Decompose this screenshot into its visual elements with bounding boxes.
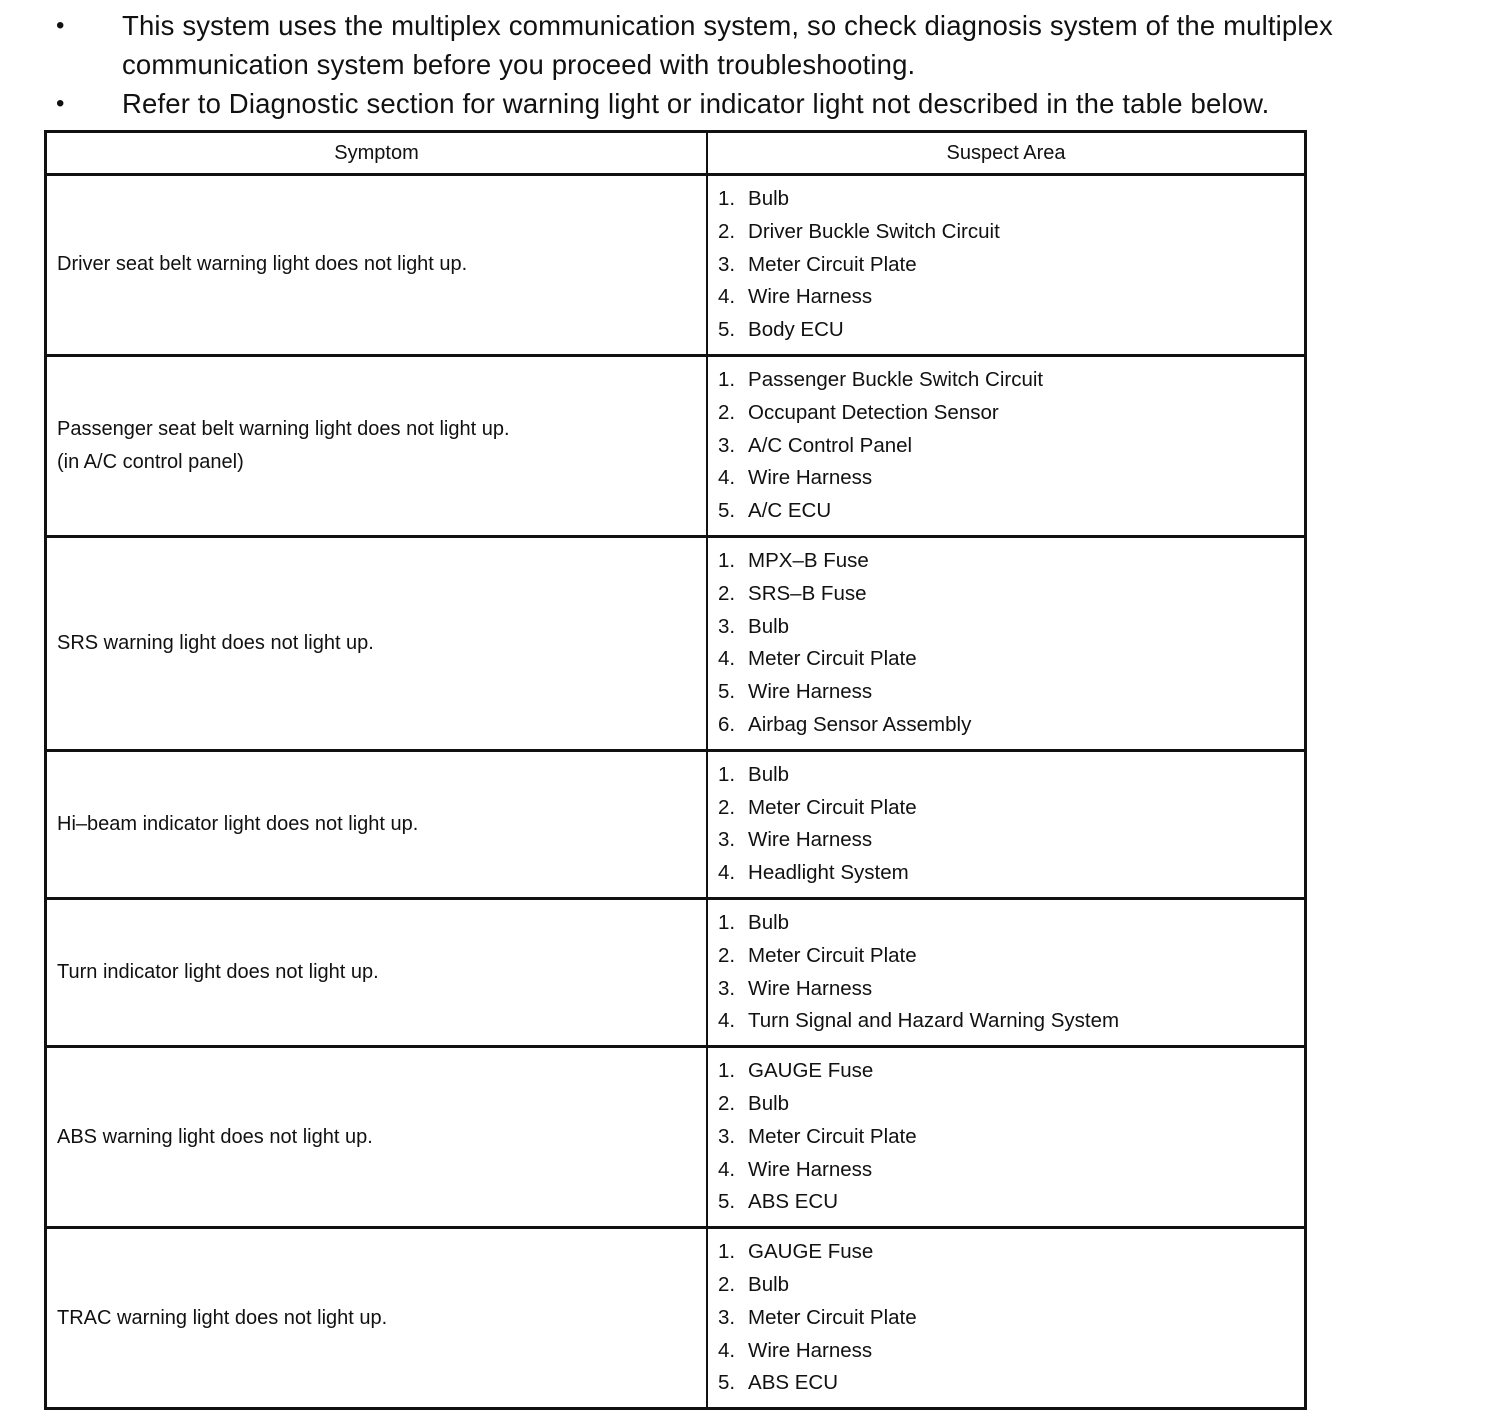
suspect-text: ABS ECU xyxy=(748,1371,839,1395)
suspect-number: 3. xyxy=(718,1305,736,1329)
suspect-area-cell xyxy=(707,750,1305,898)
suspect-number: 6. xyxy=(718,712,736,736)
suspect-number: 1. xyxy=(718,1240,736,1264)
suspect-area-cell xyxy=(707,175,1305,356)
suspect-number: 5. xyxy=(718,1371,736,1395)
suspect-text: Passenger Buckle Switch Circuit xyxy=(748,367,1044,391)
table-row xyxy=(46,898,1306,1046)
suspect-item xyxy=(718,1154,1304,1187)
header-row xyxy=(46,132,1306,175)
suspect-number: 1. xyxy=(718,548,736,572)
suspect-item xyxy=(718,1186,1304,1219)
suspect-number: 2. xyxy=(718,1272,736,1296)
suspect-number: 2. xyxy=(718,581,736,605)
suspect-text: Bulb xyxy=(748,1272,790,1296)
suspect-item xyxy=(718,1236,1304,1269)
bullet-dot-icon: • xyxy=(56,12,65,39)
suspect-area-cell xyxy=(707,1047,1305,1228)
suspect-number: 5. xyxy=(718,1190,736,1214)
symptom-text: Passenger seat belt warning light does not light up. xyxy=(57,417,510,440)
suspect-item xyxy=(718,643,1304,676)
table-header xyxy=(46,132,1306,175)
suspect-number: 3. xyxy=(718,252,736,276)
suspect-text: Meter Circuit Plate xyxy=(748,252,917,276)
suspect-number: 1. xyxy=(718,187,736,210)
suspect-text: Meter Circuit Plate xyxy=(748,795,917,819)
suspect-number: 2. xyxy=(718,400,736,424)
symptom-cell xyxy=(46,898,708,1046)
symptom-text: Driver seat belt warning light does not light up. xyxy=(57,253,468,276)
symptom-cell xyxy=(46,175,708,356)
suspect-item xyxy=(718,1269,1304,1302)
suspect-item xyxy=(718,759,1304,792)
suspect-item xyxy=(718,940,1304,973)
suspect-number: 3. xyxy=(718,614,736,638)
table-row xyxy=(46,1047,1306,1228)
suspect-text: Meter Circuit Plate xyxy=(748,647,917,671)
suspect-text: Body ECU xyxy=(748,318,844,342)
table-row xyxy=(46,750,1306,898)
suspect-area-cell xyxy=(707,355,1305,536)
suspect-item xyxy=(718,1055,1304,1088)
intro-notes xyxy=(56,6,1496,123)
suspect-text: Bulb xyxy=(748,910,790,934)
symptom-cell xyxy=(46,750,708,898)
suspect-text: Occupant Detection Sensor xyxy=(748,400,999,424)
symptom-text: SRS warning light does not light up. xyxy=(57,631,374,654)
suspect-item xyxy=(718,578,1304,611)
suspect-text: A/C Control Panel xyxy=(748,433,913,457)
suspect-text: Airbag Sensor Assembly xyxy=(748,712,972,736)
suspect-item xyxy=(718,907,1304,940)
symptom-cell xyxy=(46,536,708,750)
suspect-text: Bulb xyxy=(748,187,790,210)
suspect-number: 4. xyxy=(718,1009,736,1033)
symptom-text: Hi–beam indicator light does not light up. xyxy=(57,812,419,835)
suspect-text: SRS–B Fuse xyxy=(748,581,867,605)
suspect-text: Meter Circuit Plate xyxy=(748,1124,917,1148)
header-symptom: Symptom xyxy=(46,132,708,175)
header-suspect-area: Suspect Area xyxy=(707,132,1305,175)
suspect-item xyxy=(718,249,1304,282)
suspect-number: 5. xyxy=(718,680,736,704)
suspect-number: 3. xyxy=(718,433,736,457)
suspect-number: 4. xyxy=(718,466,736,490)
suspect-item xyxy=(718,792,1304,825)
symptom-text: (in A/C control panel) xyxy=(57,450,244,473)
suspect-text: Wire Harness xyxy=(748,828,873,852)
suspect-text: Bulb xyxy=(748,1091,790,1115)
suspect-item xyxy=(718,462,1304,495)
suspect-text: Wire Harness xyxy=(748,680,873,704)
note-text: Refer to Diagnostic section for warning light or indicator light not described in the table below. xyxy=(122,88,1270,119)
suspect-number: 2. xyxy=(718,943,736,967)
suspect-number: 3. xyxy=(718,1124,736,1148)
symptom-text: TRAC warning light does not light up. xyxy=(57,1306,388,1329)
suspect-item xyxy=(718,824,1304,857)
suspect-number: 1. xyxy=(718,762,736,786)
suspect-text: Meter Circuit Plate xyxy=(748,1305,917,1329)
suspect-item xyxy=(718,397,1304,430)
suspect-item xyxy=(718,314,1304,347)
suspect-item xyxy=(718,183,1304,216)
suspect-text: ABS ECU xyxy=(748,1190,839,1214)
table-row xyxy=(46,536,1306,750)
symptom-cell xyxy=(46,355,708,536)
symptom-cell xyxy=(46,1047,708,1228)
suspect-number: 5. xyxy=(718,499,736,523)
suspect-number: 3. xyxy=(718,828,736,852)
symptom-table xyxy=(44,130,1307,1410)
suspect-text: Bulb xyxy=(748,614,790,638)
suspect-item xyxy=(718,364,1304,397)
suspect-item xyxy=(718,973,1304,1006)
suspect-text: Meter Circuit Plate xyxy=(748,943,917,967)
suspect-text: Wire Harness xyxy=(748,466,873,490)
suspect-text: Bulb xyxy=(748,762,790,786)
suspect-item xyxy=(718,281,1304,314)
suspect-number: 4. xyxy=(718,1157,736,1181)
suspect-item xyxy=(718,1005,1304,1038)
suspect-item xyxy=(718,545,1304,578)
symptom-text: Turn indicator light does not light up. xyxy=(57,961,379,984)
suspect-text: MPX–B Fuse xyxy=(748,548,869,572)
note-text: This system uses the multiplex communication system, so check diagnosis system of the multiplex communication system before you proceed with troubleshooting. xyxy=(122,10,1333,80)
suspect-item xyxy=(718,1335,1304,1368)
suspect-area-cell xyxy=(707,898,1305,1046)
note-multiplex xyxy=(56,6,1496,84)
note-diagnostic-section xyxy=(56,84,1496,123)
suspect-item xyxy=(718,709,1304,742)
suspect-list xyxy=(718,364,1304,528)
suspect-text: Turn Signal and Hazard Warning System xyxy=(748,1009,1120,1033)
suspect-number: 5. xyxy=(718,318,736,342)
suspect-number: 4. xyxy=(718,1338,736,1362)
suspect-number: 4. xyxy=(718,285,736,309)
suspect-list xyxy=(718,545,1304,742)
suspect-text: Wire Harness xyxy=(748,976,873,1000)
suspect-number: 4. xyxy=(718,647,736,671)
suspect-item xyxy=(718,1121,1304,1154)
bullet-dot-icon: • xyxy=(56,90,65,117)
suspect-item xyxy=(718,430,1304,463)
suspect-number: 4. xyxy=(718,861,736,885)
suspect-number: 1. xyxy=(718,910,736,934)
suspect-list xyxy=(718,183,1304,347)
symptom-text: ABS warning light does not light up. xyxy=(57,1125,373,1148)
suspect-list xyxy=(718,1055,1304,1219)
table-row xyxy=(46,1228,1306,1409)
suspect-number: 2. xyxy=(718,795,736,819)
suspect-number: 3. xyxy=(718,976,736,1000)
suspect-text: Wire Harness xyxy=(748,1157,873,1181)
suspect-number: 1. xyxy=(718,367,736,391)
table-row xyxy=(46,175,1306,356)
suspect-number: 2. xyxy=(718,219,736,243)
suspect-item xyxy=(718,1302,1304,1335)
suspect-text: Driver Buckle Switch Circuit xyxy=(748,219,1000,243)
suspect-number: 1. xyxy=(718,1059,736,1083)
suspect-text: GAUGE Fuse xyxy=(748,1240,874,1264)
suspect-item xyxy=(718,676,1304,709)
suspect-list xyxy=(718,907,1304,1038)
table-row xyxy=(46,355,1306,536)
suspect-area-cell xyxy=(707,536,1305,750)
suspect-text: Wire Harness xyxy=(748,1338,873,1362)
suspect-item xyxy=(718,611,1304,644)
suspect-item xyxy=(718,216,1304,249)
suspect-item xyxy=(718,857,1304,890)
suspect-number: 2. xyxy=(718,1091,736,1115)
suspect-text: GAUGE Fuse xyxy=(748,1059,874,1083)
suspect-item xyxy=(718,1088,1304,1121)
suspect-item xyxy=(718,1367,1304,1400)
suspect-text: Wire Harness xyxy=(748,285,873,309)
symptom-cell xyxy=(46,1228,708,1409)
suspect-list xyxy=(718,759,1304,890)
suspect-list xyxy=(718,1236,1304,1400)
suspect-item xyxy=(718,495,1304,528)
suspect-text: Headlight System xyxy=(748,861,909,885)
table-body xyxy=(46,175,1306,1409)
suspect-text: A/C ECU xyxy=(748,499,832,523)
suspect-area-cell xyxy=(707,1228,1305,1409)
